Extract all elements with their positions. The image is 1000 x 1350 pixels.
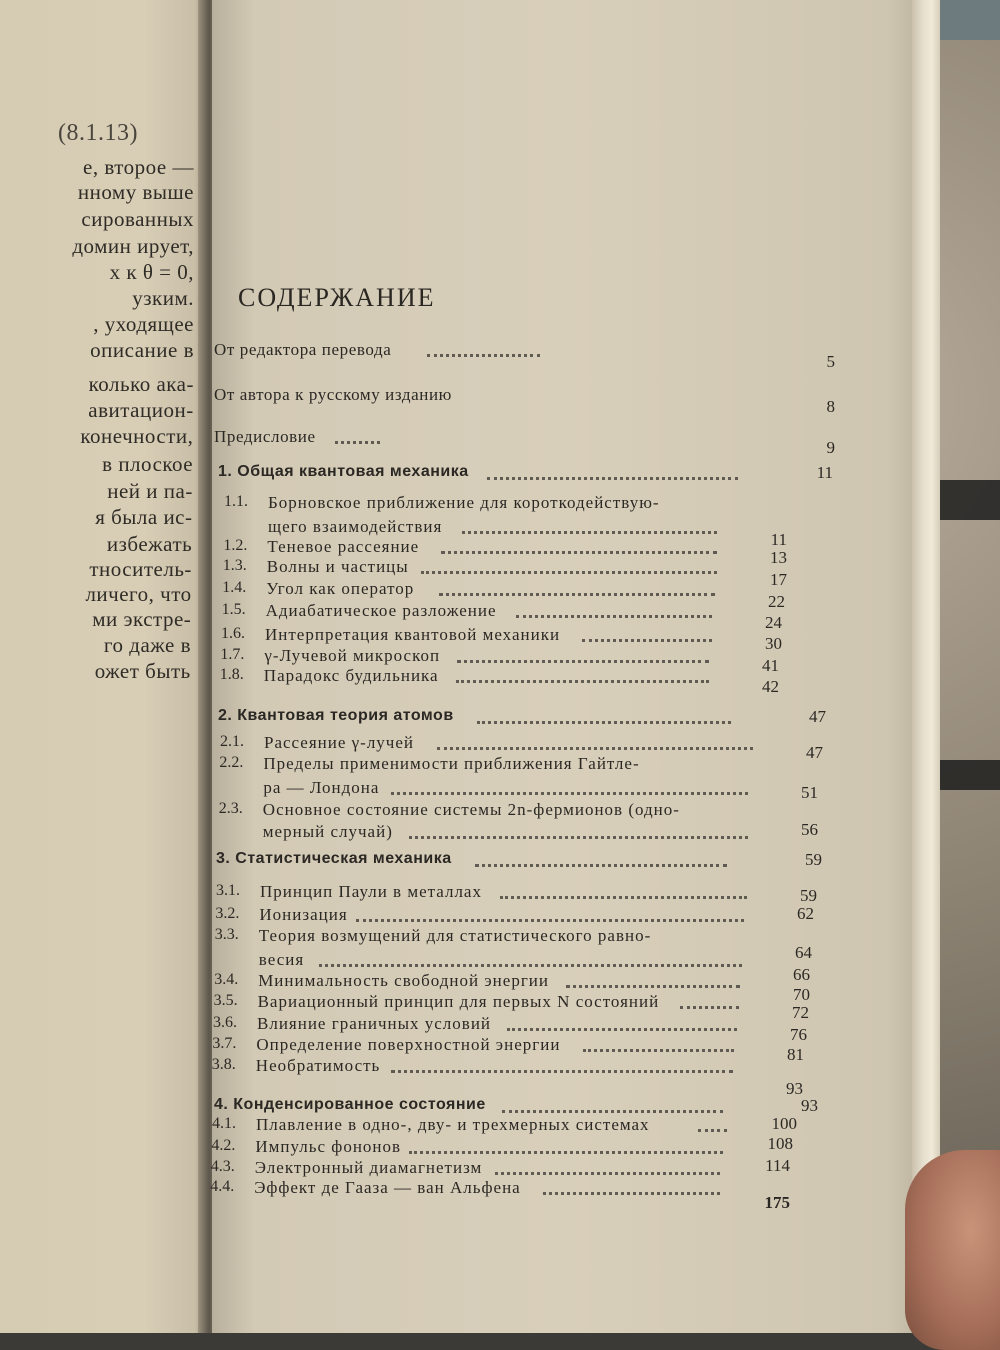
section-number: 4.2. [211,1137,236,1154]
leader-dots [439,589,715,596]
left-page-line: сированных [81,207,194,231]
page-number: 30 [765,634,782,653]
leader-dots [502,1106,724,1113]
page-number: 175 [764,1193,790,1212]
page-number: 76 [790,1025,807,1044]
leader-dots [487,473,739,480]
chapter-title: 4. Конденсированное состояние [214,1096,486,1113]
toc-row [0,1134,1000,1159]
left-page-line: узким. [132,286,194,310]
entry-title: Теневое рассеяние [267,537,420,556]
left-page-line: ми экстре- [92,607,192,631]
page-number: 47 [806,743,823,762]
page-number: 62 [797,904,814,923]
entry-title: весия [258,950,305,969]
left-page-line: колько ака- [88,372,194,396]
leader-dots [566,981,740,988]
left-page-line: нному выше [77,180,194,204]
entry-title: Вариационный принцип для первых N состояний [257,992,660,1011]
page-number: 114 [765,1156,790,1175]
leader-dots [477,717,731,724]
page-number: 41 [762,656,779,675]
toc-row [0,625,1000,653]
toc-row [0,882,1000,904]
leader-dots [409,832,748,839]
page-number: 47 [809,707,826,726]
left-page-line: е, второе — [83,155,194,179]
page-number: 11 [770,530,787,549]
section-number: 3.4. [214,971,239,988]
toc-row [0,666,1000,696]
left-page-line: , уходящее [93,312,194,336]
section-number: 3.1. [216,882,240,899]
section-number: 1.6. [221,625,245,642]
entry-title: Предисловие [214,427,316,446]
toc-row [0,340,1000,371]
page-number: 5 [826,352,835,371]
page-number: 70 [793,985,810,1004]
leader-dots [319,960,742,967]
toc-row [0,992,1000,1022]
leader-dots [421,567,717,574]
page-number: 81 [787,1045,804,1064]
left-page-line: тноситель- [89,557,192,581]
chapter-title: 1. Общая квантовая механика [218,463,469,480]
entry-title: Плавление в одно-, дву- и трехмерных системах [256,1115,650,1134]
left-page-line: личего, что [85,582,192,606]
toc-row [0,707,1000,729]
page-number: 22 [768,592,785,611]
leader-dots [698,1125,727,1132]
leader-dots [462,527,717,534]
page-number: 59 [805,850,822,869]
section-number: 4.4. [210,1178,235,1195]
leader-dots [457,656,709,663]
entry-title: Влияние граничных условий [257,1014,492,1033]
leader-dots [409,1147,723,1154]
entry-title: Парадокс будильника [263,666,439,685]
leader-dots [495,1168,720,1175]
leader-dots [391,1066,733,1073]
entry-title: Основное состояние системы 2n-фермионов (одно- [262,800,680,819]
leader-dots [516,611,712,618]
page-number: 93 [786,1079,803,1098]
entry-title: Определение поверхностной энергии [256,1035,561,1054]
left-page-line: я была ис- [95,505,193,529]
section-number: 1.2. [223,537,248,554]
section-number: 3.2. [215,905,240,922]
page-number: 8 [826,397,835,416]
page-number: 42 [762,677,779,696]
entry-title: щего взаимодействия [268,517,443,536]
leader-dots [456,676,709,683]
section-number: 3.6. [213,1014,237,1031]
page-number: 24 [765,613,782,632]
entry-title: Интерпретация квантовой механики [265,625,561,644]
leader-dots [500,892,747,899]
toc-title: СОДЕРЖАНИЕ [238,283,436,312]
toc-row [0,601,1000,632]
entry-title: От автора к русскому изданию [214,385,452,404]
toc-row [0,778,1000,800]
page-number: 66 [793,965,810,984]
entry-title: Эффект де Гааза — ван Альфена [254,1178,521,1197]
page-number: 93 [801,1096,818,1115]
page-number: 100 [771,1114,797,1133]
toc-row [0,733,1000,762]
left-page-line: избежать [106,532,193,556]
entry-title: мерный случай) [262,822,393,841]
page-number: 108 [767,1134,793,1153]
leader-dots [356,915,744,922]
left-page-line: авитацион- [88,398,194,422]
page-number: 59 [800,886,817,905]
leader-dots [583,1045,734,1052]
entry-title: Электронный диамагнетизм [254,1158,483,1177]
entry-title: Пределы применимости приближения Гайтле- [263,754,640,773]
section-number: 1.8. [219,666,244,683]
entry-title: От редактора перевода [214,340,392,359]
toc-row [0,427,1000,457]
page-number: 72 [792,1003,809,1022]
toc-row [0,1178,1000,1212]
section-number: 2.3. [218,800,243,817]
toc-row [0,517,1000,539]
toc-row [0,1158,1000,1180]
section-number: 3.5. [213,992,238,1009]
left-page-line: ожет быть [94,659,191,683]
section-number: 1.1. [224,493,248,510]
left-page-line: ней и па- [107,479,193,503]
toc-row [0,822,1000,844]
left-page-line: го даже в [103,633,191,657]
entry-title: Теория возмущений для статистического равно- [258,926,652,945]
section-number: 4.3. [210,1158,235,1175]
entry-title: Необратимость [255,1056,381,1075]
toc-row [0,1115,1000,1137]
entry-title: Ионизация [259,905,348,924]
left-page-line: х к θ = 0, [109,260,194,284]
page-number: 51 [801,783,818,802]
left-page-line: домин ирует, [72,234,194,258]
leader-dots [475,860,727,867]
page-number: 17 [770,570,787,589]
leader-dots [543,1188,720,1195]
section-number: 3.7. [212,1035,237,1052]
entry-title: Принцип Паули в металлах [260,882,482,901]
section-number: 2.2. [219,754,244,771]
page-number: 11 [816,463,833,482]
equation-number: (8.1.13) [58,120,138,146]
entry-title: Борновское приближение для короткодействую- [268,493,660,512]
section-number: 1.5. [221,601,246,618]
section-number: 3.3. [214,926,239,943]
entry-title: Волны и частицы [266,557,409,576]
leader-dots [582,635,712,642]
leader-dots [437,743,753,750]
toc-row [0,850,1000,872]
entry-title: Угол как оператор [266,579,415,598]
section-number: 1.3. [222,557,247,574]
entry-title: ра — Лондона [263,778,380,797]
page-number: 13 [770,548,787,567]
entry-title: Рассеяние γ-лучей [264,733,415,752]
toc-row [0,950,1000,972]
leader-dots [427,350,540,357]
chapter-title: 2. Квантовая теория атомов [218,707,454,724]
entry-title: Минимальность свободной энергии [258,971,549,990]
toc-row [0,1056,1000,1098]
section-number: 2.1. [220,733,244,750]
toc-row [0,905,1000,927]
leader-dots [680,1002,739,1009]
left-page-line: описание в [90,338,194,362]
chapter-title: 3. Статистическая механика [216,850,452,867]
toc-row [0,1035,1000,1064]
section-number: 3.8. [211,1056,236,1073]
section-number: 4.1. [212,1115,236,1132]
section-number: 1.7. [220,646,245,663]
page-number: 9 [826,438,835,457]
entry-title: γ-Лучевой микроскоп [264,646,441,665]
toc-row [0,463,1000,485]
leader-dots [391,788,748,795]
leader-dots [507,1024,737,1031]
left-page-line: конечности, [80,424,194,448]
leader-dots [441,547,717,554]
page-number: 56 [801,820,818,839]
page-number: 64 [795,943,812,962]
section-number: 1.4. [222,579,247,596]
leader-dots [335,437,380,444]
entry-title: Адиабатическое разложение [265,601,497,620]
left-page-line: в плоское [102,452,194,476]
entry-title: Импульс фононов [255,1137,402,1156]
